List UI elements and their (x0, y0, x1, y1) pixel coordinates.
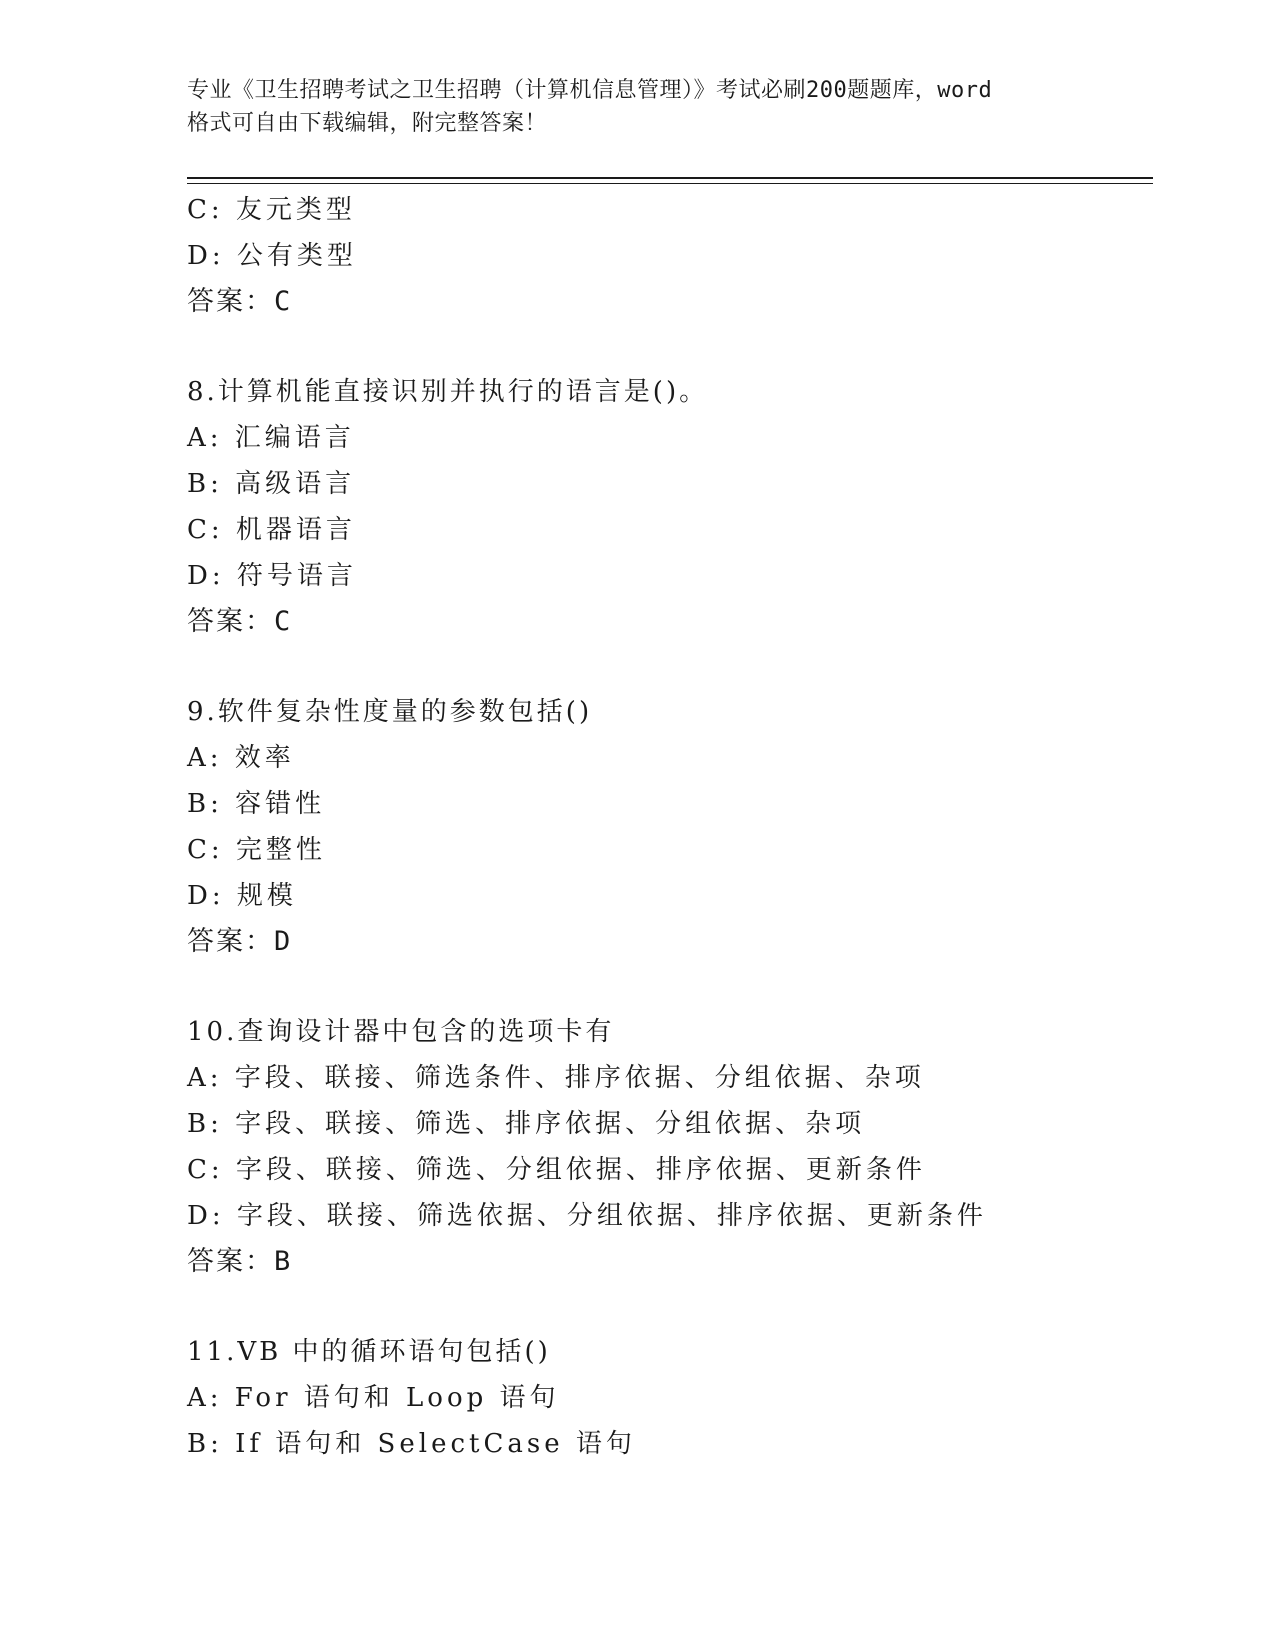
document-header (187, 74, 1087, 140)
question-block-prev (187, 187, 1153, 325)
option-a: A: For 语句和 Loop 语句 (187, 1383, 560, 1413)
spacer (187, 325, 1153, 369)
spacer (187, 645, 1153, 689)
option-d: D: 公有类型 (187, 241, 357, 271)
answer-text: 答案：C (187, 606, 293, 637)
option-a: A: 汇编语言 (187, 423, 355, 453)
answer-text: 答案：B (187, 1246, 293, 1277)
question-block-8 (187, 369, 1153, 645)
option-c: C: 字段、联接、筛选、分组依据、排序依据、更新条件 (187, 1155, 926, 1185)
question-title: 9.软件复杂性度量的参数包括() (187, 697, 593, 727)
option-b: B: 容错性 (187, 789, 326, 819)
spacer (187, 965, 1153, 1009)
option-c: C: 友元类型 (187, 195, 356, 225)
header-line-2: 格式可自由下载编辑，附完整答案！ (187, 111, 548, 136)
question-block-11 (187, 1329, 1153, 1467)
spacer (187, 1285, 1153, 1329)
option-b: B: If 语句和 SelectCase 语句 (187, 1429, 636, 1459)
option-c: C: 机器语言 (187, 515, 356, 545)
header-line-1: 专业《卫生招聘考试之卫生招聘（计算机信息管理）》考试必刷200题题库，word (187, 78, 993, 103)
question-block-9 (187, 689, 1153, 965)
answer-text: 答案：C (187, 286, 293, 317)
question-title: 10.查询设计器中包含的选项卡有 (187, 1017, 615, 1047)
question-block-10 (187, 1009, 1153, 1285)
question-title: 8.计算机能直接识别并执行的语言是()。 (187, 377, 709, 407)
question-list (187, 187, 1153, 1467)
option-a: A: 效率 (187, 743, 295, 773)
option-d: D: 字段、联接、筛选依据、分组依据、排序依据、更新条件 (187, 1201, 987, 1231)
question-title: 11.VB 中的循环语句包括() (187, 1337, 551, 1367)
option-d: D: 规模 (187, 881, 297, 911)
option-b: B: 高级语言 (187, 469, 356, 499)
option-c: C: 完整性 (187, 835, 326, 865)
answer-text: 答案：D (187, 926, 293, 957)
header-divider-thin (187, 183, 1153, 184)
header-divider (187, 177, 1153, 179)
option-d: D: 符号语言 (187, 561, 357, 591)
option-b: B: 字段、联接、筛选、排序依据、分组依据、杂项 (187, 1109, 866, 1139)
option-a: A: 字段、联接、筛选条件、排序依据、分组依据、杂项 (187, 1063, 925, 1093)
